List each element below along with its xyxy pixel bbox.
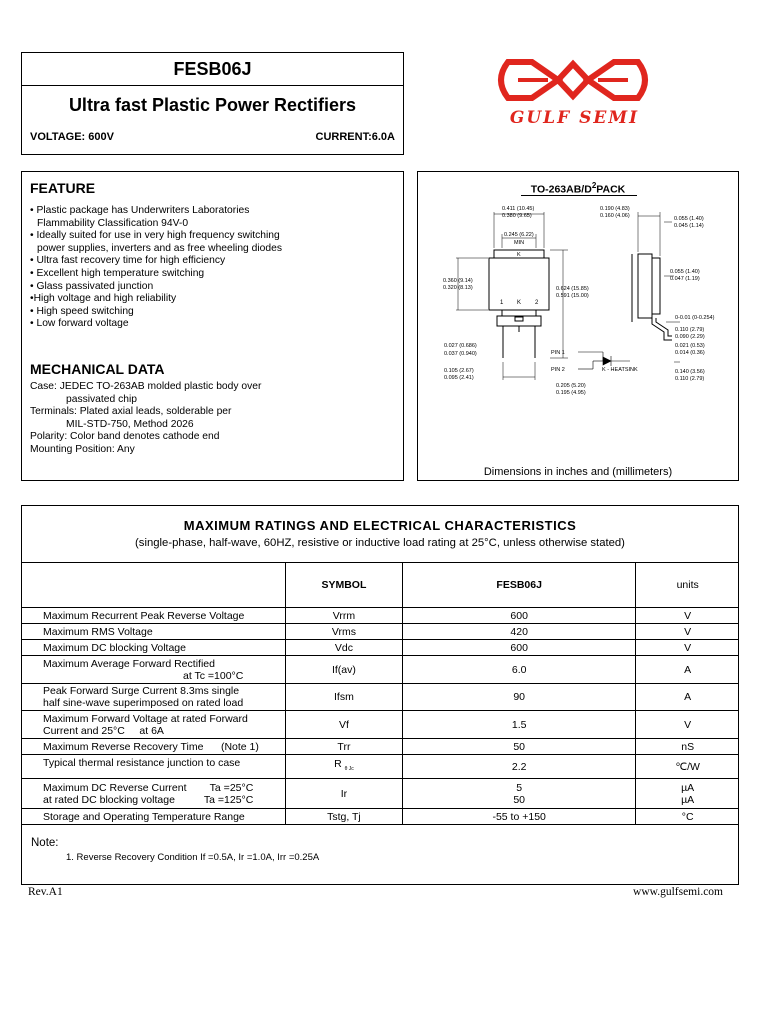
product-title: Ultra fast Plastic Power Rectifiers xyxy=(68,95,357,115)
feature-item: • Ideally suited for use in very high frequency switching xyxy=(30,230,280,242)
table-row xyxy=(21,624,739,640)
value-cell: 5 50 xyxy=(403,779,636,809)
ratings-subtitle: (single-phase, half-wave, 60HZ, resistive or inductive load rating at 25°C, unless otherwise stated) xyxy=(135,537,625,549)
mechanical-line: Polarity: Color band denotes cathode end xyxy=(30,431,220,443)
feature-item: power supplies, inverters and as free wheeling diodes xyxy=(37,242,282,254)
dim-label: 0.320 (8.13) xyxy=(443,285,473,291)
mechanical-list xyxy=(30,381,395,457)
logo-emblem-icon xyxy=(488,52,658,108)
value-cell: 50 xyxy=(403,739,636,755)
dim-label: 0.037 (0.940) xyxy=(444,351,477,357)
value-cell: 600 xyxy=(403,640,636,656)
feature-item: • Glass passivated junction xyxy=(30,280,154,292)
symbol-cell: Ifsm xyxy=(285,684,402,711)
feature-item: • Excellent high temperature switching xyxy=(30,267,205,279)
heatsink-label: K - HEATSINK xyxy=(602,367,638,373)
symbol-cell: Vrrm xyxy=(285,608,402,624)
pin1-label: PIN 1 xyxy=(551,350,565,356)
unit-cell: °C xyxy=(636,809,739,825)
package-footnote: Dimensions in inches and (millimeters) xyxy=(483,466,673,478)
unit-cell: V xyxy=(636,608,739,624)
mechanical-line: Terminals: Plated axial leads, solderable per xyxy=(30,406,232,418)
table-row xyxy=(21,711,739,739)
dim-label: 0.380 (9.65) xyxy=(502,213,532,219)
param-cell: Peak Forward Surge Current 8.3ms single half sine-wave superimposed on rated load xyxy=(21,684,285,711)
mechanical-line: MIL-STD-750, Method 2026 xyxy=(66,418,194,430)
tab-k-label: K xyxy=(517,252,521,258)
symbol-cell: If(av) xyxy=(285,656,402,684)
mechanical-line: passivated chip xyxy=(66,393,137,405)
symbol-cell: Vrms xyxy=(285,624,402,640)
feature-item: • Low forward voltage xyxy=(30,318,129,330)
param-cell: Maximum Reverse Recovery Time (Note 1) xyxy=(21,739,285,755)
table-row xyxy=(21,779,739,809)
ratings-box xyxy=(21,505,739,885)
param-cell: Maximum DC blocking Voltage xyxy=(21,640,285,656)
table-row xyxy=(21,739,739,755)
dim-label: 0.110 (2.79) xyxy=(675,376,705,382)
dim-label: 0.110 (2.79) xyxy=(675,327,705,333)
mechanical-heading: MECHANICAL DATA xyxy=(30,360,165,377)
ratings-title: MAXIMUM RATINGS AND ELECTRICAL CHARACTERISTICS xyxy=(183,518,577,533)
dim-label: 0.190 (4.83) xyxy=(600,206,630,212)
feature-heading: FEATURE xyxy=(30,180,96,196)
param-cell: Maximum Forward Voltage at rated Forward Current and 25°C at 6A xyxy=(21,711,285,739)
dim-label: 0.140 (3.56) xyxy=(675,369,705,375)
symbol-cell: Vf xyxy=(285,711,402,739)
dim-label: 0.021 (0.53) xyxy=(675,343,705,349)
mechanical-line: Mounting Position: Any xyxy=(30,443,135,455)
param-cell: Typical thermal resistance junction to case xyxy=(21,755,285,779)
current-label: CURRENT:6.0A xyxy=(315,131,395,143)
dim-label: 0.090 (2.29) xyxy=(675,334,705,340)
header-value: FESB06J xyxy=(403,563,636,608)
header-box xyxy=(21,52,404,155)
website-link[interactable]: www.gulfsemi.com xyxy=(633,886,723,898)
dim-label: 0.360 (9.14) xyxy=(443,278,473,284)
table-row xyxy=(21,755,739,779)
dim-label: 0.095 (2.41) xyxy=(444,375,474,381)
lead-2-label: 2 xyxy=(535,300,539,306)
pin2-label: PIN 2 xyxy=(551,367,565,373)
dim-label: 0.411 (10.45) xyxy=(502,206,535,212)
unit-cell: V xyxy=(636,711,739,739)
value-cell: 90 xyxy=(403,684,636,711)
lead-1-label: 1 xyxy=(500,300,504,306)
symbol-cell: Ir xyxy=(285,779,402,809)
param-cell: Maximum RMS Voltage xyxy=(21,624,285,640)
revision-label: Rev.A1 xyxy=(28,886,63,898)
dim-label: 0.027 (0.686) xyxy=(444,343,477,349)
unit-cell: nS xyxy=(636,739,739,755)
dim-label: 0.160 (4.06) xyxy=(600,213,630,219)
dim-label: 0.047 (1.19) xyxy=(670,276,700,282)
dim-label: 0.205 (5.20) xyxy=(556,383,586,389)
symbol-cell: R $_{\theta Jc}$ xyxy=(285,755,402,779)
value-cell: 2.2 xyxy=(403,755,636,779)
dim-label: 0.591 (15.00) xyxy=(556,293,589,299)
package-box xyxy=(417,171,739,481)
gulf-semi-logo xyxy=(488,52,658,132)
dim-label: MIN xyxy=(514,240,525,246)
table-row xyxy=(21,640,739,656)
value-cell: 6.0 xyxy=(403,656,636,684)
symbol-cell: Vdc xyxy=(285,640,402,656)
unit-cell: ℃/W xyxy=(636,755,739,779)
value-cell: 420 xyxy=(403,624,636,640)
table-row xyxy=(21,684,739,711)
param-cell: Storage and Operating Temperature Range xyxy=(21,809,285,825)
table-row xyxy=(21,809,739,825)
package-title: $TO-263AB/D^2PACK$ xyxy=(530,181,626,196)
value-cell: 1.5 xyxy=(403,711,636,739)
rating-summary xyxy=(30,131,395,143)
table-header-row xyxy=(21,563,739,608)
unit-cell: µA µA xyxy=(636,779,739,809)
unit-cell: V xyxy=(636,624,739,640)
header-param xyxy=(21,563,285,608)
note-item: 1. Reverse Recovery Condition If =0.5A, Ir =1.0A, Irr =0.25A xyxy=(66,852,320,863)
feature-box xyxy=(21,171,404,481)
voltage-label: VOLTAGE: 600V xyxy=(30,131,114,143)
dim-label: 0.624 (15.85) xyxy=(556,286,589,292)
symbol-cell: Tstg, Tj xyxy=(285,809,402,825)
feature-item: •High voltage and high reliability xyxy=(30,293,177,305)
feature-item: Flammability Classification 94V-0 xyxy=(37,217,189,229)
dim-label: 0.055 (1.40) xyxy=(674,216,704,222)
feature-item: • High speed switching xyxy=(30,305,134,317)
value-cell: 600 xyxy=(403,608,636,624)
mechanical-line: Case: JEDEC TO-263AB molded plastic body over xyxy=(30,380,262,392)
dim-label: 0.195 (4.95) xyxy=(556,390,586,396)
feature-item: • Plastic package has Underwriters Laboratories xyxy=(30,205,250,216)
unit-cell: V xyxy=(636,640,739,656)
header-units: units xyxy=(636,563,739,608)
value-cell: -55 to +150 xyxy=(403,809,636,825)
table-row xyxy=(21,608,739,624)
dim-label: 0.105 (2.67) xyxy=(444,368,474,374)
feature-list xyxy=(30,205,395,331)
dim-label: 0.245 (6.22) xyxy=(504,232,534,238)
dim-label: 0.045 (1.14) xyxy=(674,223,704,229)
param-cell: Maximum Recurrent Peak Reverse Voltage xyxy=(21,608,285,624)
dim-label: 0.014 (0.36) xyxy=(675,350,705,356)
lead-k-label: K xyxy=(517,300,522,306)
ratings-table xyxy=(21,562,739,825)
note-label: Note: xyxy=(31,837,59,849)
package-outline-drawing xyxy=(418,172,740,462)
dim-label: 0-0.01 (0-0.254) xyxy=(675,315,715,321)
unit-cell: A xyxy=(636,684,739,711)
part-number: FESB06J xyxy=(22,53,403,86)
header-symbol: SYMBOL xyxy=(285,563,402,608)
unit-cell: A xyxy=(636,656,739,684)
dim-label: 0.055 (1.40) xyxy=(670,269,700,275)
param-cell: Maximum DC Reverse Current Ta =25°C at rated DC blocking voltage Ta =125°C xyxy=(21,779,285,809)
table-row xyxy=(21,656,739,684)
feature-item: • Ultra fast recovery time for high efficiency xyxy=(30,255,226,267)
logo-text: GULF SEMI xyxy=(509,108,640,128)
param-cell: Maximum Average Forward Rectified at Tc =100°C xyxy=(21,656,285,684)
symbol-cell: Trr xyxy=(285,739,402,755)
